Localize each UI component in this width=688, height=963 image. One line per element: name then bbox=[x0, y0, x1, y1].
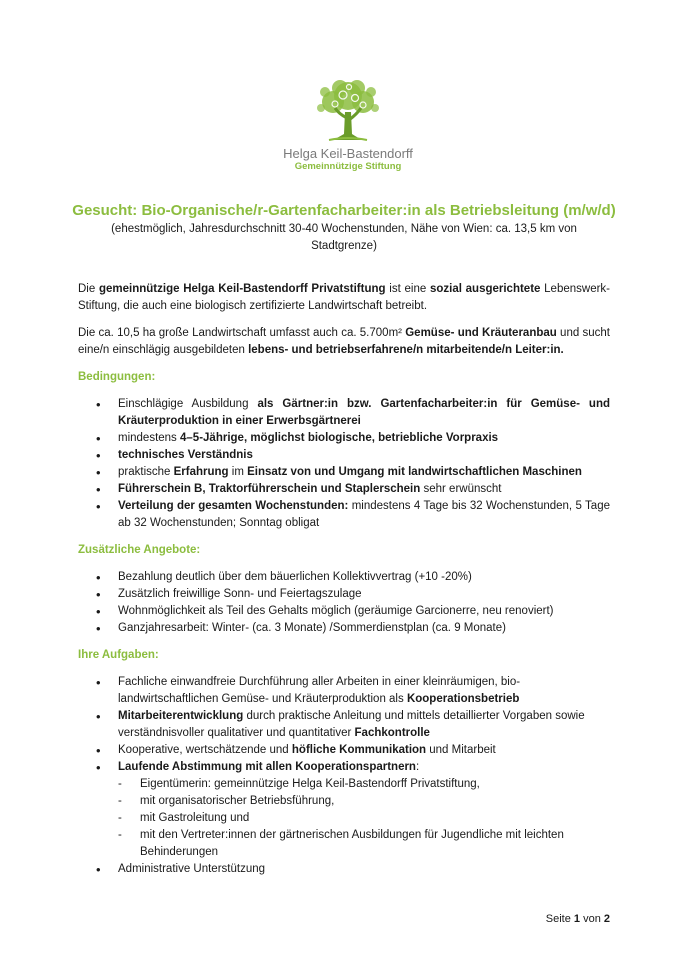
bed2-text: mindestens bbox=[118, 432, 181, 444]
sub-list-item: - mit organisatorischer Betriebsführung, bbox=[140, 793, 610, 810]
bed2-bold: 4–5-Jährige, möglichst biologische, betriebliche Vorpraxis bbox=[180, 432, 499, 444]
bed4-text-c: im bbox=[228, 466, 248, 478]
bedingungen-list bbox=[78, 396, 610, 532]
footer-text-a: Seite bbox=[545, 913, 574, 925]
sub-list-item: - mit Gastroleitung und bbox=[140, 810, 610, 827]
auf1-bold: Kooperationsbetrieb bbox=[406, 693, 520, 705]
logo-name: Helga Keil-Bastendorff bbox=[283, 146, 413, 161]
sub-list-item: - Eigentümerin: gemeinnützige Helga Keil-Bastendorff Privatstiftung, bbox=[140, 776, 610, 793]
tree-logo-icon bbox=[313, 78, 383, 144]
angebote-list bbox=[78, 569, 610, 637]
list-item: • Administrative Unterstützung bbox=[118, 861, 610, 878]
bed5-text: sehr erwünscht bbox=[420, 483, 502, 495]
list-item bbox=[118, 464, 610, 481]
section-heading-angebote: Zusätzliche Angebote: bbox=[78, 544, 201, 556]
list-item: • Ganzjahresarbeit: Winter- (ca. 3 Monate) /Sommerdienstplan (ca. 9 Monate) bbox=[118, 620, 610, 637]
footer-current-page: 1 bbox=[573, 913, 581, 925]
intro-paragraph-1 bbox=[78, 281, 610, 315]
intro1-bold-b: gemeinnützige Helga Keil-Bastendorff Privatstiftung bbox=[98, 283, 386, 295]
list-item bbox=[118, 674, 610, 708]
page-subtitle: (ehestmöglich, Jahresdurchschnitt 30-40 Wochenstunden, Nähe von Wien: ca. 13,5 km von Stadtgrenze) bbox=[111, 223, 577, 252]
intro2-text-c: und sucht eine/n einschlägig ausgebildeten bbox=[78, 327, 610, 356]
kooperationspartner-sublist bbox=[118, 776, 610, 861]
list-item bbox=[118, 498, 610, 532]
footer-total-pages: 2 bbox=[603, 913, 610, 925]
intro-paragraph-2 bbox=[78, 325, 610, 359]
bed3-bold: technisches Verständnis bbox=[118, 449, 253, 461]
list-item bbox=[118, 396, 610, 430]
footer-text-c: von bbox=[580, 913, 604, 925]
list-item bbox=[118, 742, 610, 759]
intro2-bold-d: lebens- und betriebserfahrene/n mitarbeitende/n Leiter:in. bbox=[248, 344, 564, 356]
section-heading-aufgaben: Ihre Aufgaben: bbox=[78, 649, 159, 661]
list-item bbox=[118, 447, 610, 464]
intro2-text-a: Die ca. 10,5 ha große Landwirtschaft umfasst auch ca. 5.700m² bbox=[78, 327, 406, 339]
bed1-bold: als Gärtner:in bzw. Gartenfacharbeiter:in für Gemüse- und Kräuterproduktion in einer Erwerbsgärtnerei bbox=[118, 398, 610, 427]
main-content bbox=[78, 281, 610, 888]
logo-subtitle: Gemeinnützige Stiftung bbox=[294, 161, 402, 172]
sub-list-item: - mit den Vertreter:innen der gärtnerischen Ausbildungen für Jugendliche mit leichten Behinderungen bbox=[140, 827, 610, 861]
auf2-text-c: durch praktische Anleitung und mittels detaillierter Vorgaben sowie verständnisvoller qualitativer und quantitativer bbox=[118, 710, 585, 739]
list-item: • Bezahlung deutlich über dem bäuerlichen Kollektivvertrag (+10 -20%) bbox=[118, 569, 610, 586]
auf1-text: Fachliche einwandfreie Durchführung aller Arbeiten in einer kleinräumigen, bio-landwirtschaftlichen Gemüse- und Kräuterproduktion als bbox=[118, 676, 521, 705]
intro1-text-a: Die bbox=[78, 283, 99, 295]
bed4-bold-b: Erfahrung bbox=[173, 466, 229, 478]
bed5-bold: Führerschein B, Traktorführerschein und Staplerschein bbox=[118, 483, 421, 495]
auf4-colon: : bbox=[415, 761, 420, 773]
list-item: • Wohnmöglichkeit als Teil des Gehalts möglich (geräumige Garcionerre, neu renoviert) bbox=[118, 603, 610, 620]
auf3-text-c: und Mitarbeit bbox=[426, 744, 496, 756]
page-number bbox=[546, 911, 610, 928]
auf2-bold-b: Mitarbeiterentwicklung bbox=[118, 710, 244, 722]
auf4-bold: Laufende Abstimmung mit allen Kooperationspartnern bbox=[118, 761, 416, 773]
intro2-bold-b: Gemüse- und Kräuteranbau bbox=[405, 327, 557, 339]
bed4-text-a: praktische bbox=[118, 466, 174, 478]
list-item bbox=[118, 708, 610, 742]
bed6-bold: Verteilung der gesamten Wochenstunden: bbox=[118, 500, 349, 512]
section-heading-bedingungen: Bedingungen: bbox=[78, 371, 156, 383]
intro1-text-c: ist eine bbox=[385, 283, 430, 295]
list-item bbox=[118, 759, 610, 861]
list-item bbox=[118, 481, 610, 498]
auf3-bold-b: höfliche Kommunikation bbox=[291, 744, 427, 756]
bed1-text: Einschlägige Ausbildung bbox=[118, 398, 258, 410]
list-item: • Zusätzlich freiwillige Sonn- und Feiertagszulage bbox=[118, 586, 610, 603]
bed6-text: mindestens 4 Tage bis 32 Wochenstunden, 5 Tage ab 32 Wochenstunden; Sonntag obligat bbox=[118, 500, 610, 529]
auf2-bold-d: Fachkontrolle bbox=[354, 727, 430, 739]
aufgaben-list bbox=[78, 674, 610, 878]
auf3-text-a: Kooperative, wertschätzende und bbox=[118, 744, 292, 756]
bed4-bold-d: Einsatz von und Umgang mit landwirtschaftlichen Maschinen bbox=[247, 466, 582, 478]
foundation-logo bbox=[283, 78, 413, 186]
intro1-text-e: Lebenswerk-Stiftung, die auch eine biologisch zertifizierte Landwirtschaft betreibt. bbox=[78, 283, 610, 312]
intro1-bold-d: sozial ausgerichtete bbox=[429, 283, 541, 295]
page-title: Gesucht: Bio-Organische/r-Gartenfacharbeiter:in als Betriebsleitung (m/w/d) bbox=[72, 202, 616, 219]
list-item bbox=[118, 430, 610, 447]
